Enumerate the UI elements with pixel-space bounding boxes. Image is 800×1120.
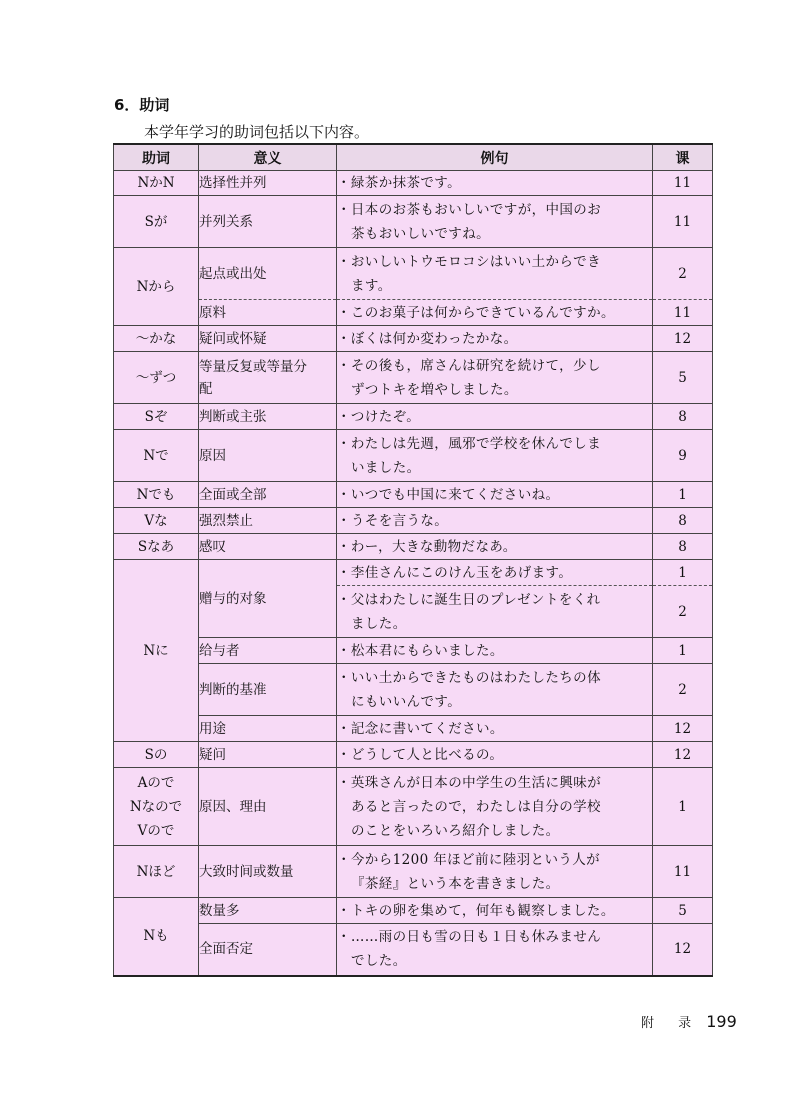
- header-example: 例句: [337, 144, 653, 171]
- pattern-cell: Vな: [114, 508, 199, 534]
- example-line: あると言ったので，わたしは自分の学校: [351, 798, 601, 815]
- table-row: [114, 430, 713, 482]
- example-cell: [337, 638, 653, 664]
- particle-table: [113, 143, 713, 977]
- lesson-cell: 12: [653, 924, 713, 976]
- pattern-cell: Nほど: [114, 846, 199, 898]
- meaning-cell: 并列关系: [199, 196, 337, 248]
- example-line: ・父はわたしに誕生日のプレゼントをくれ: [337, 591, 601, 608]
- example-line: ・トキの卵を集めて，何年も観察しました。: [337, 902, 615, 919]
- example-cell: [337, 352, 653, 404]
- pattern-cell: ～かな: [114, 326, 199, 352]
- header-meaning: 意义: [199, 144, 337, 171]
- example-line: ・日本のお茶もおいしいですが，中国のお: [337, 201, 602, 218]
- pattern-cell: Sの: [114, 742, 199, 768]
- example-line: ・うそを言うな。: [337, 512, 449, 529]
- lesson-cell: 5: [653, 352, 713, 404]
- example-cell: [337, 898, 653, 924]
- lesson-cell: 1: [653, 768, 713, 846]
- table-row: [114, 846, 713, 898]
- example-line: ・松本君にもらいました。: [337, 642, 504, 659]
- pattern-cell: Sぞ: [114, 404, 199, 430]
- table-row: [114, 326, 713, 352]
- meaning-cell: 原因: [199, 430, 337, 482]
- example-line: ・このお菓子は何からできているんですか。: [337, 304, 615, 321]
- example-line: のことをいろいろ紹介しました。: [351, 822, 560, 839]
- lesson-cell: 8: [653, 534, 713, 560]
- table-row: [114, 560, 713, 586]
- example-line: にもいいんです。: [351, 693, 462, 710]
- lesson-cell: 12: [653, 716, 713, 742]
- lesson-cell: 11: [653, 196, 713, 248]
- meaning-cell: 数量多: [199, 898, 337, 924]
- example-cell: [337, 586, 653, 638]
- lesson-cell: 11: [653, 300, 713, 326]
- meaning-cell: 大致时间或数量: [199, 846, 337, 898]
- meaning-cell: 起点或出处: [199, 248, 337, 300]
- table-row: [114, 768, 713, 846]
- example-cell: [337, 924, 653, 976]
- section-title: 6．助词: [114, 96, 170, 114]
- table-row: [114, 742, 713, 768]
- lesson-cell: 2: [653, 586, 713, 638]
- example-cell: [337, 326, 653, 352]
- lesson-cell: 11: [653, 846, 713, 898]
- table-row: [114, 352, 713, 404]
- pattern-cell: Nに: [114, 560, 199, 742]
- table-row: [114, 534, 713, 560]
- lesson-cell: 9: [653, 430, 713, 482]
- pattern-cell: [114, 768, 199, 846]
- meaning-cell: 给与者: [199, 638, 337, 664]
- meaning-cell: 强烈禁止: [199, 508, 337, 534]
- example-cell: [337, 560, 653, 586]
- table-row: [114, 171, 713, 196]
- lesson-cell: 1: [653, 560, 713, 586]
- page-number: 199: [706, 1012, 737, 1031]
- table-row: [114, 508, 713, 534]
- example-line: ・おいしいトウモロコシはいい土からでき: [337, 253, 601, 270]
- example-line: ・いい土からできたものはわたしたちの体: [337, 669, 601, 686]
- table-row: [114, 404, 713, 430]
- example-cell: [337, 508, 653, 534]
- meaning-cell: 感叹: [199, 534, 337, 560]
- meaning-cell: 判断的基准: [199, 664, 337, 716]
- pattern-cell: Nで: [114, 430, 199, 482]
- example-line: いました。: [351, 459, 421, 476]
- intro-text: 本学年学习的助词包括以下内容。: [144, 123, 370, 141]
- header-lesson: 课: [653, 144, 713, 171]
- example-line: ・今から1200 年ほど前に陸羽という人が: [337, 851, 601, 868]
- table-row: [114, 716, 713, 742]
- header-particle: 助词: [114, 144, 199, 171]
- meaning-cell: [199, 352, 337, 404]
- lesson-cell: 8: [653, 508, 713, 534]
- example-line: ・わたしは先週，風邪で学校を休んでしま: [337, 435, 602, 452]
- pattern-cell: Nから: [114, 248, 199, 326]
- example-line: ・緑茶か抹茶です。: [337, 175, 462, 191]
- example-line: ・ぼくは何か変わったかな。: [337, 330, 518, 347]
- lesson-cell: 1: [653, 482, 713, 508]
- example-line: 『茶経』という本を書きました。: [351, 875, 560, 892]
- pattern-cell: ～ずつ: [114, 352, 199, 404]
- meaning-cell: 选择性并列: [199, 171, 337, 196]
- lesson-cell: 2: [653, 664, 713, 716]
- example-cell: [337, 846, 653, 898]
- example-line: でした。: [351, 953, 407, 970]
- table-row: [114, 638, 713, 664]
- example-line: ・わー，大きな動物だなあ。: [337, 538, 517, 555]
- example-line: ・その後も，席さんは研究を続けて，少し: [337, 357, 601, 374]
- meaning-cell: 疑问或怀疑: [199, 326, 337, 352]
- lesson-cell: 5: [653, 898, 713, 924]
- meaning-line: 配: [199, 380, 213, 397]
- meaning-cell: 全面否定: [199, 924, 337, 976]
- meaning-cell: 原料: [199, 300, 337, 326]
- example-line: ました。: [351, 615, 407, 632]
- lesson-cell: 2: [653, 248, 713, 300]
- example-cell: [337, 534, 653, 560]
- pattern-cell: Nでも: [114, 482, 199, 508]
- meaning-cell: 疑问: [199, 742, 337, 768]
- table-header-row: [114, 144, 713, 171]
- example-line: ・……雨の日も雪の日も１日も休みません: [337, 929, 602, 946]
- table-row: [114, 664, 713, 716]
- example-cell: [337, 430, 653, 482]
- example-line: 茶もおいしいですね。: [351, 225, 490, 242]
- example-line: ・つけたぞ。: [337, 408, 421, 425]
- example-line: ・いつでも中国に来てくださいね。: [337, 486, 560, 503]
- lesson-cell: 1: [653, 638, 713, 664]
- example-line: ・李佳さんにこのけん玉をあげます。: [337, 564, 573, 581]
- lesson-cell: 12: [653, 742, 713, 768]
- pattern-line: Vので: [137, 822, 175, 839]
- pattern-cell: Sなあ: [114, 534, 199, 560]
- example-cell: [337, 196, 653, 248]
- table-row: [114, 898, 713, 924]
- example-line: ・どうして人と比べるの。: [337, 746, 504, 763]
- example-line: ずつトキを増やしました。: [351, 381, 518, 398]
- appendix-label: 附 录: [641, 1016, 702, 1031]
- example-line: ます。: [351, 277, 392, 294]
- example-cell: [337, 482, 653, 508]
- example-cell: [337, 300, 653, 326]
- lesson-cell: 11: [653, 171, 713, 196]
- lesson-cell: 8: [653, 404, 713, 430]
- example-cell: [337, 664, 653, 716]
- pattern-cell: Sが: [114, 196, 199, 248]
- table-row: [114, 300, 713, 326]
- table-row: [114, 196, 713, 248]
- pattern-line: Aので: [137, 774, 175, 791]
- example-line: ・英珠さんが日本の中学生の生活に興味が: [337, 774, 602, 791]
- table-row: [114, 924, 713, 976]
- example-cell: [337, 404, 653, 430]
- example-line: ・記念に書いてください。: [337, 720, 504, 737]
- meaning-cell: 原因、理由: [199, 768, 337, 846]
- meaning-cell: 赠与的对象: [199, 560, 337, 638]
- pattern-cell: NかN: [114, 171, 199, 196]
- example-cell: [337, 768, 653, 846]
- pattern-cell: Nも: [114, 898, 199, 976]
- table-row: [114, 248, 713, 300]
- example-cell: [337, 248, 653, 300]
- lesson-cell: 12: [653, 326, 713, 352]
- meaning-cell: 用途: [199, 716, 337, 742]
- page-footer: [641, 1012, 737, 1031]
- example-cell: [337, 742, 653, 768]
- example-cell: [337, 171, 653, 196]
- meaning-cell: 全面或全部: [199, 482, 337, 508]
- pattern-line: Nなので: [129, 798, 183, 815]
- table-row: [114, 482, 713, 508]
- meaning-line: 等量反复或等量分: [199, 358, 307, 375]
- meaning-cell: 判断或主张: [199, 404, 337, 430]
- example-cell: [337, 716, 653, 742]
